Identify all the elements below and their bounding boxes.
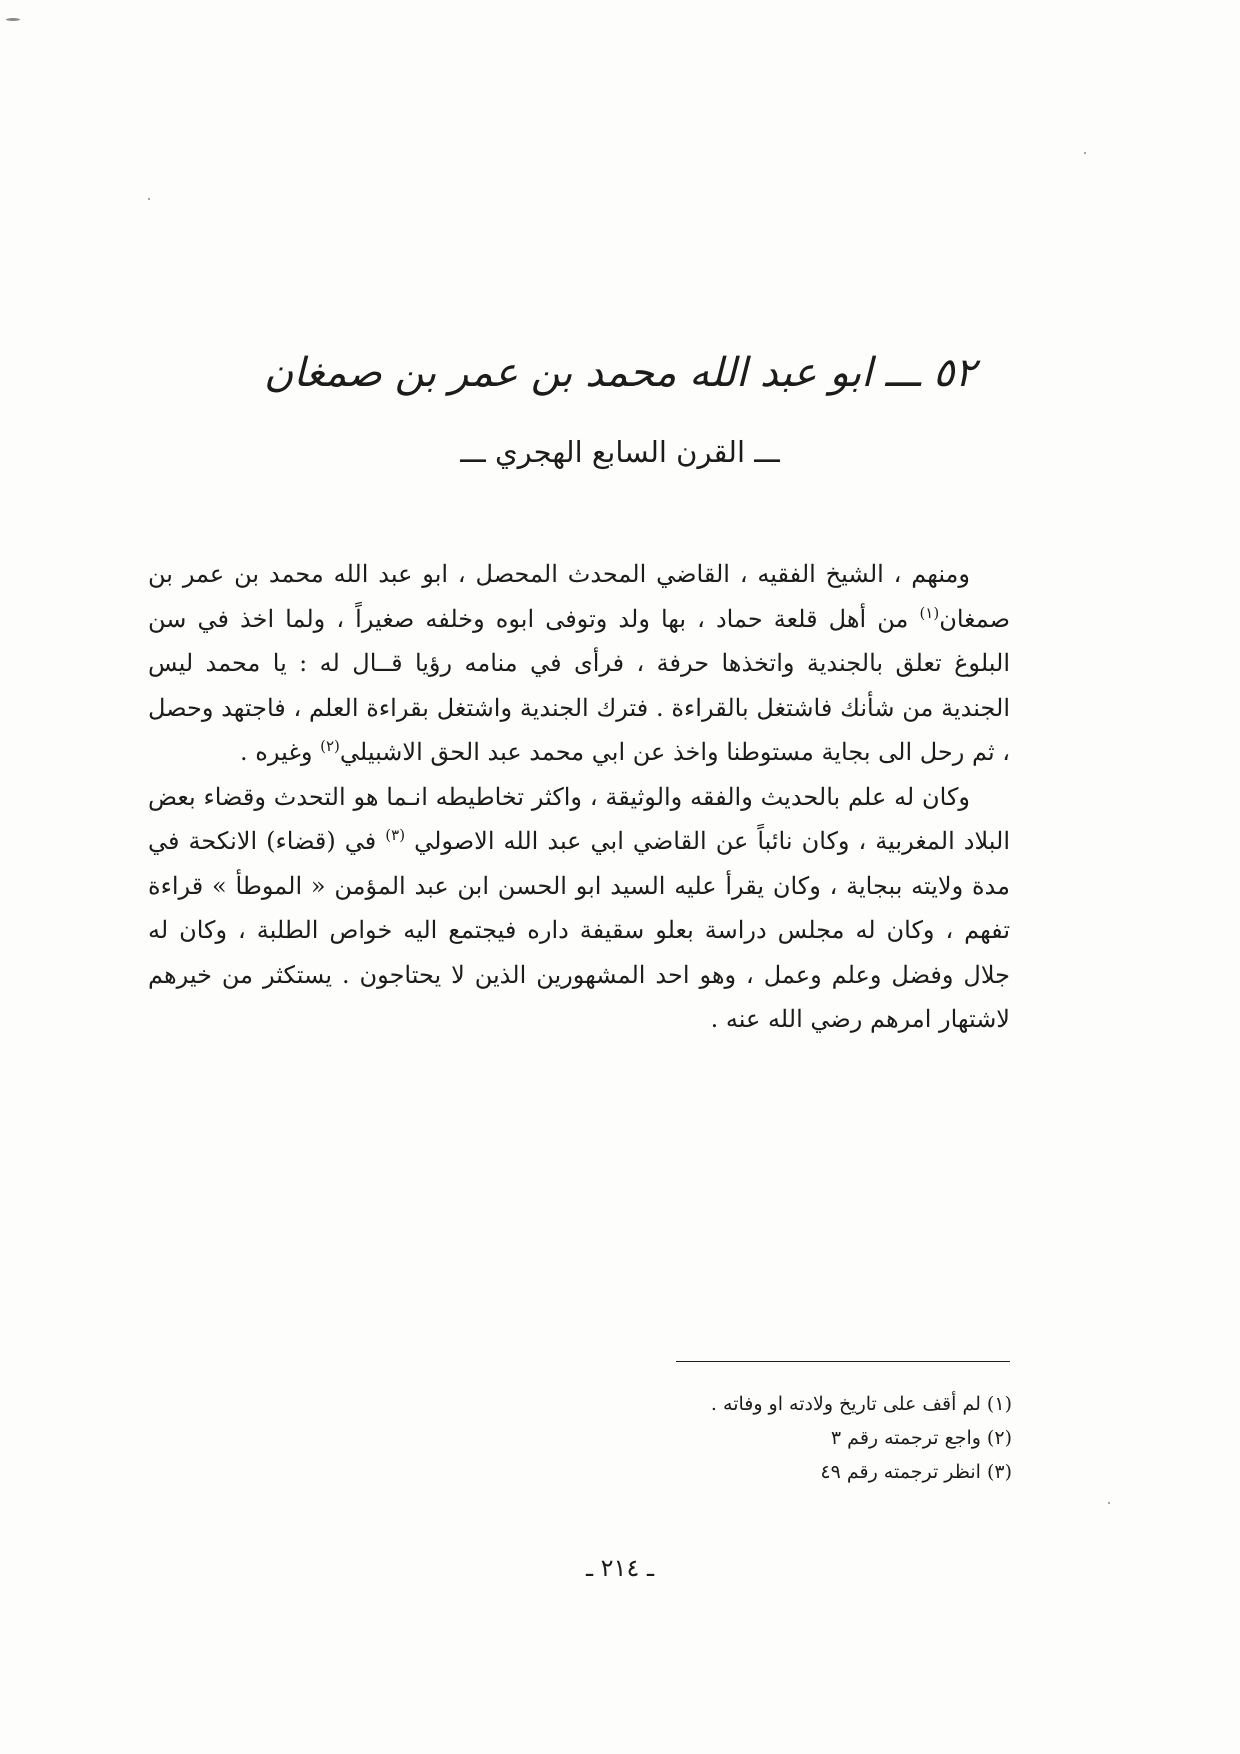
paragraph xyxy=(148,775,1010,1042)
page-number: ـ ٢١٤ ـ xyxy=(585,1554,654,1582)
scan-speck xyxy=(1108,1502,1110,1504)
text-run: وكان له علم بالحديث والفقه والوثيقة ، واكثر تخاطيطه انـما هو التحدث وقضاء بعض البلاد المغربية ، وكان نائباً عن القاضي ابي عبد الله الاصولي xyxy=(148,782,1011,855)
footnote: (١) لم أقف على تاريخ ولادته او وفاته . xyxy=(710,1393,1012,1415)
scan-speck xyxy=(148,198,150,200)
footnote: (٢) واجع ترجمته رقم ٣ xyxy=(830,1427,1012,1449)
footnote: (٣) انظر ترجمته رقم ٤٩ xyxy=(820,1461,1012,1483)
body-text xyxy=(148,552,1010,1042)
entry-heading: ٥٢ ـــ ابو عبد الله محمد بن عمر بن صمغان xyxy=(264,350,976,396)
text-run: وغيره . xyxy=(240,738,321,766)
footnote-ref: (٢) xyxy=(320,737,340,755)
scan-speck xyxy=(1084,152,1086,154)
footnote-divider xyxy=(676,1361,1010,1362)
text-run: في (قضاء) الانكحة في مدة ولايته ببجاية ، وكان يقرأ عليه السيد ابو الحسن ابن عبد المؤمن « الموطأ » قراءة تفهم ، وكان له مجلس دراسة بعلو سقيفة داره فيجتمع اليه خواص الطلبة ، وكان له جلال وفضل وعلم وعمل ، وهو احد المشهورين الذين لا يحتاجون . يستكثر من خيرهم لاشتهار امرهم رضي الله عنه . xyxy=(148,827,1010,1033)
footnotes xyxy=(560,1387,1012,1489)
paragraph xyxy=(148,552,1010,775)
text-run: من أهل قلعة حماد ، بها ولد وتوفى ابوه وخلفه صغيراً ، ولما اخذ في سن البلوغ تعلق بالجندية واتخذها حرفة ، فرأى في منامه رؤيا قــال له : يا محمد ليس الجندية من شأنك فاشتغل بالقراءة . فترك الجندية واشتغل بقراءة العلم ، فاجتهد وحصل ، ثم رحل الى بجاية مستوطنا واخذ عن ابي محمد عبد الحق الاشبيلي xyxy=(148,604,1010,766)
century-subheading: ـــ القرن السابع الهجري ـــ xyxy=(460,435,780,469)
footnote-ref: (٣) xyxy=(385,826,406,844)
scan-speck xyxy=(6,18,20,21)
text-run: ومنهم ، الشيخ الفقيه ، القاضي المحدث المحصل ، ابو عبد الله محمد بن عمر بن صمغان xyxy=(148,560,1010,633)
footnote-ref: (١) xyxy=(919,603,940,622)
